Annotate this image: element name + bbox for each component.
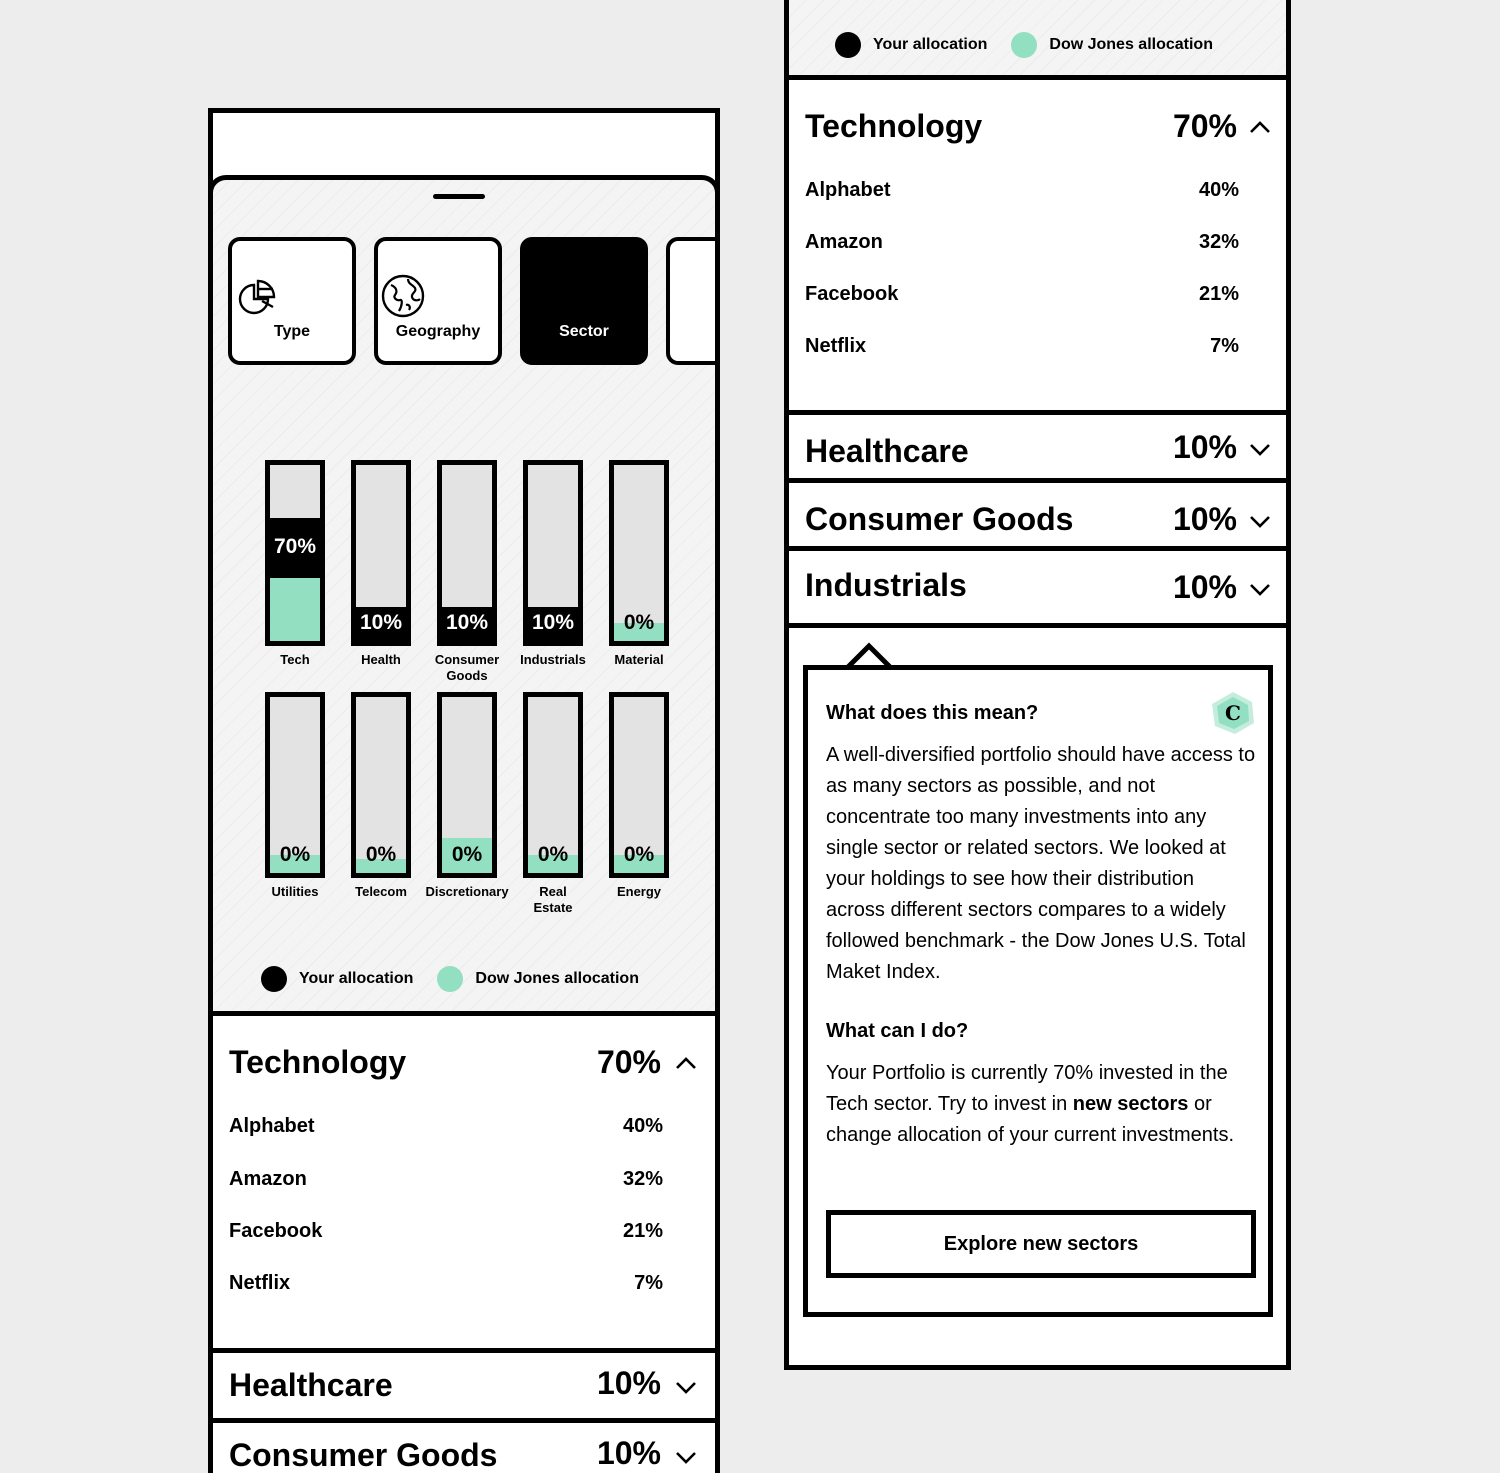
holding-pct: 7% [634,1272,663,1294]
info-heading: What does this mean? [826,702,1039,724]
info-heading-2: What can I do? [826,1020,969,1042]
info-body-2-bold: new sectors [1072,1093,1189,1115]
section-title: Technology [229,1044,407,1080]
category-label: Real Estate [533,884,573,915]
legend-dow-label: Dow Jones allocation [475,970,639,987]
sector-bar[interactable] [351,692,411,878]
holding-pct: 40% [1198,179,1239,201]
section-healthcare[interactable] [213,1348,715,1423]
section-title: Consumer Goods [805,501,1074,537]
bottom-sheet [208,175,720,1021]
legend-dow-dot [1011,32,1037,58]
section-title: Healthcare [805,433,969,469]
section-title: Healthcare [229,1367,393,1403]
info-body-2-part1: Your Portfolio is currently 70% invested in the Tech sector. Try to invest in [826,1062,1228,1115]
sector-bar[interactable] [437,460,497,646]
info-body-2 [826,1058,1256,1151]
info-card [803,665,1273,1317]
tab-type[interactable] [228,237,356,365]
your-allocation-label: 0% [365,843,397,866]
category-label: Health [361,652,401,667]
holding-name: Amazon [229,1168,307,1190]
badge-letter: C [1225,701,1241,725]
tab-geography[interactable] [374,237,502,365]
holding-pct: 7% [1210,335,1239,357]
section-industrials[interactable] [789,546,1286,628]
legend-your-label: Your allocation [873,36,988,53]
holding-name: Facebook [805,283,899,305]
explore-new-sectors-button[interactable]: Explore new sectors [826,1210,1256,1278]
holding-name: Netflix [229,1272,291,1294]
legend-your-label: Your allocation [299,970,414,987]
category-label: Material [614,652,664,667]
section-technology[interactable] [213,1011,715,1348]
section-healthcare[interactable] [789,410,1286,483]
section-pct: 70% [596,1044,661,1080]
category-label: Discretionary [425,884,509,899]
your-allocation-label: 0% [279,843,311,866]
tab-next-partial[interactable] [666,237,720,365]
holding-name: Netflix [805,335,867,357]
holding-name: Amazon [805,231,883,253]
chevron-down-icon[interactable] [1249,515,1271,529]
legend-your-dot [261,966,287,992]
coach-badge-icon[interactable] [1210,690,1256,736]
holding-name: Alphabet [805,179,891,201]
category-label: Consumer Goods [434,652,500,683]
legend-strip [789,0,1286,80]
section-consumer-goods[interactable] [789,478,1286,551]
section-title: Consumer Goods [229,1437,498,1473]
your-allocation-label: 10% [359,611,403,634]
chart-legend [835,32,1213,58]
chevron-down-icon[interactable] [675,1381,697,1395]
section-pct: 10% [1172,569,1237,605]
info-body-2-part2: or change allocation of your current investments. [826,1093,1234,1146]
sector-bar[interactable] [523,692,583,878]
your-allocation-label: 70% [273,534,317,558]
your-allocation-label: 10% [445,611,489,634]
sector-bar[interactable] [265,692,325,878]
holding-name: Alphabet [229,1115,315,1137]
phone-left [208,108,720,1473]
pie-chart-icon [232,271,282,321]
sector-bar[interactable] [609,460,669,646]
chart-legend [261,966,639,992]
dow-allocation-fill [270,571,320,641]
phone-right [784,0,1291,1370]
section-title: Technology [805,108,983,144]
tab-sector-label: Sector [559,323,609,340]
tab-sector[interactable] [520,237,648,365]
info-body: A well-diversified portfolio should have access to as many sectors as possible, and not concentrate too many investments into any single sector or related sectors. We looked at your holdings to see how their distribution across different sectors compares to a widely followed benchmark - the Dow Jones U.S. Total Maket Index. [826,744,1256,983]
sector-bar[interactable] [437,692,497,878]
sheet-handle[interactable] [433,194,485,199]
tab-geography-label: Geography [395,323,481,340]
category-label: Utilities [271,884,319,899]
category-label: Energy [616,884,662,899]
section-consumer-goods[interactable] [213,1418,715,1473]
sector-bar[interactable] [523,460,583,646]
chevron-down-icon[interactable] [1249,583,1271,597]
category-label: Industrials [520,652,586,667]
holding-pct: 32% [1198,231,1239,253]
section-pct: 10% [1172,429,1237,465]
your-allocation-label: 0% [537,843,569,866]
holding-name: Facebook [229,1220,323,1242]
holding-pct: 21% [1198,283,1239,305]
section-pct: 70% [1172,108,1237,144]
section-pct: 10% [596,1365,661,1401]
chevron-up-icon[interactable] [1249,120,1271,134]
globe-icon [378,271,428,321]
sector-bar[interactable] [265,460,325,646]
section-technology[interactable] [789,80,1286,410]
your-allocation-label: 0% [623,611,655,634]
sector-bar[interactable] [609,692,669,878]
category-label: Telecom [355,884,407,899]
holding-pct: 21% [622,1220,663,1242]
sector-bar[interactable] [351,460,411,646]
tab-type-label: Type [273,323,311,340]
chevron-down-icon[interactable] [675,1451,697,1465]
your-allocation-label: 0% [623,843,655,866]
your-allocation-label: 10% [531,611,575,634]
section-pct: 10% [1172,501,1237,537]
section-pct: 10% [596,1435,661,1471]
holding-pct: 40% [622,1115,663,1137]
legend-your-dot [835,32,861,58]
category-label: Tech [280,652,310,667]
chevron-down-icon[interactable] [1249,443,1271,457]
legend-dow-label: Dow Jones allocation [1049,36,1213,53]
legend-dow-dot [437,966,463,992]
your-allocation-label: 0% [451,843,483,866]
section-title: Industrials [805,567,967,603]
chevron-up-icon[interactable] [675,1056,697,1070]
holding-pct: 32% [622,1168,663,1190]
